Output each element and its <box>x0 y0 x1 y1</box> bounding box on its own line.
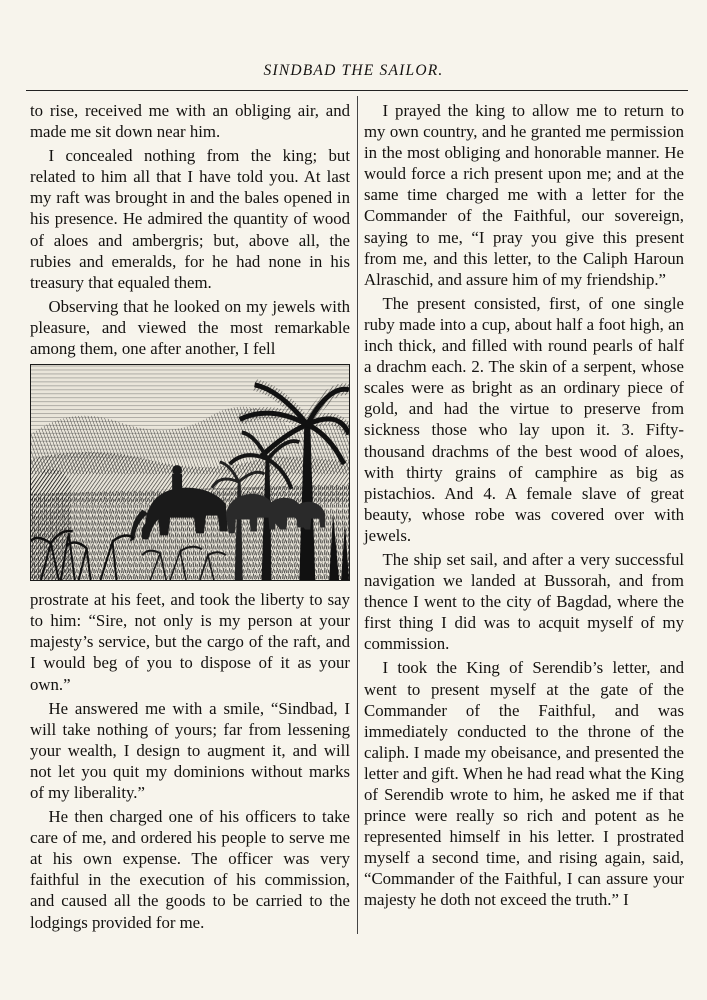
paragraph: I concealed nothing from the king; but related to him all that I have told you. At last my raft was brought in and the bales opened in his presence. He admired the quantity of wood of aloes and ambergris; but, above all, the rubies and emeralds, for he had none in his treasury that equaled them. <box>30 146 350 292</box>
paragraph: He then charged one of his officers to take care of me, and ordered his people to serve me at his own expense. The officer was very faithful in the execution of his commission, and caused all the goods to be carried to the lodgings provided for me. <box>30 807 350 932</box>
elephant-procession-engraving <box>30 364 350 581</box>
paragraph: He answered me with a smile, “Sindbad, I will take nothing of yours; far from lessening your wealth, I design to augment it, and will not let you quit my dominions without marks of my liberality.” <box>30 698 350 802</box>
paragraph: I prayed the king to allow me to return to my own country, and he granted me permission in the most obliging and honorable manner. He would force a rich present upon me; and at the same time charged me with a letter for the Commander of the Faithful, our sovereign, saying to me, “I pray you give this present from me, and this letter, to the Caliph Haroun Alraschid, and assure him of my friendship.” <box>364 101 684 289</box>
right-column <box>364 100 684 914</box>
paragraph: The present consisted, first, of one single ruby made into a cup, about half a foot high, an inch thick, and filled with round pearls of half a drachm each. 2. The skin of a serpent, whose scales were as bright as an ordinary piece of gold, and had the virtue to preserve from sickness those who lay upon it. 3. Fifty-thousand drachms of the best wood of aloes, with thirty grains of camphire as big as pistachios. And 4. A female slave of great beauty, whose robe was covered over with jewels. <box>364 293 684 545</box>
paragraph: I took the King of Serendib’s letter, and went to present myself at the gate of the Commander of the Faithful, and was immediately conducted to the throne of the caliph. I made my obeisance, and presented the letter and gift. When he had read what the King of Serendib wrote to him, he asked me if that prince were really so rich and potent as he represented himself in his letter. I prostrated myself a second time, and rising again, said, “Commander of the Faithful, I can assure your majesty he doth not exceed the truth.” I <box>364 658 684 910</box>
paragraph: Observing that he looked on my jewels with pleasure, and viewed the most remarkable among them, one after another, I fell <box>30 296 350 359</box>
header-rule <box>26 90 688 91</box>
paragraph: to rise, received me with an obliging air, and made me sit down near him. <box>30 101 350 142</box>
column-divider <box>357 96 358 934</box>
left-column <box>30 100 350 936</box>
paragraph: prostrate at his feet, and took the liberty to say to him: “Sire, not only is my person at your majesty’s service, but the cargo of the raft, and I would beg of you to dispose of it as your own.” <box>30 590 350 694</box>
paragraph: The ship set sail, and after a very successful navigation we landed at Bussorah, and from thence I went to the city of Bagdad, where the first thing I did was to acquit myself of my commission. <box>364 549 684 654</box>
running-head: SINDBAD THE SAILOR. <box>263 62 444 79</box>
